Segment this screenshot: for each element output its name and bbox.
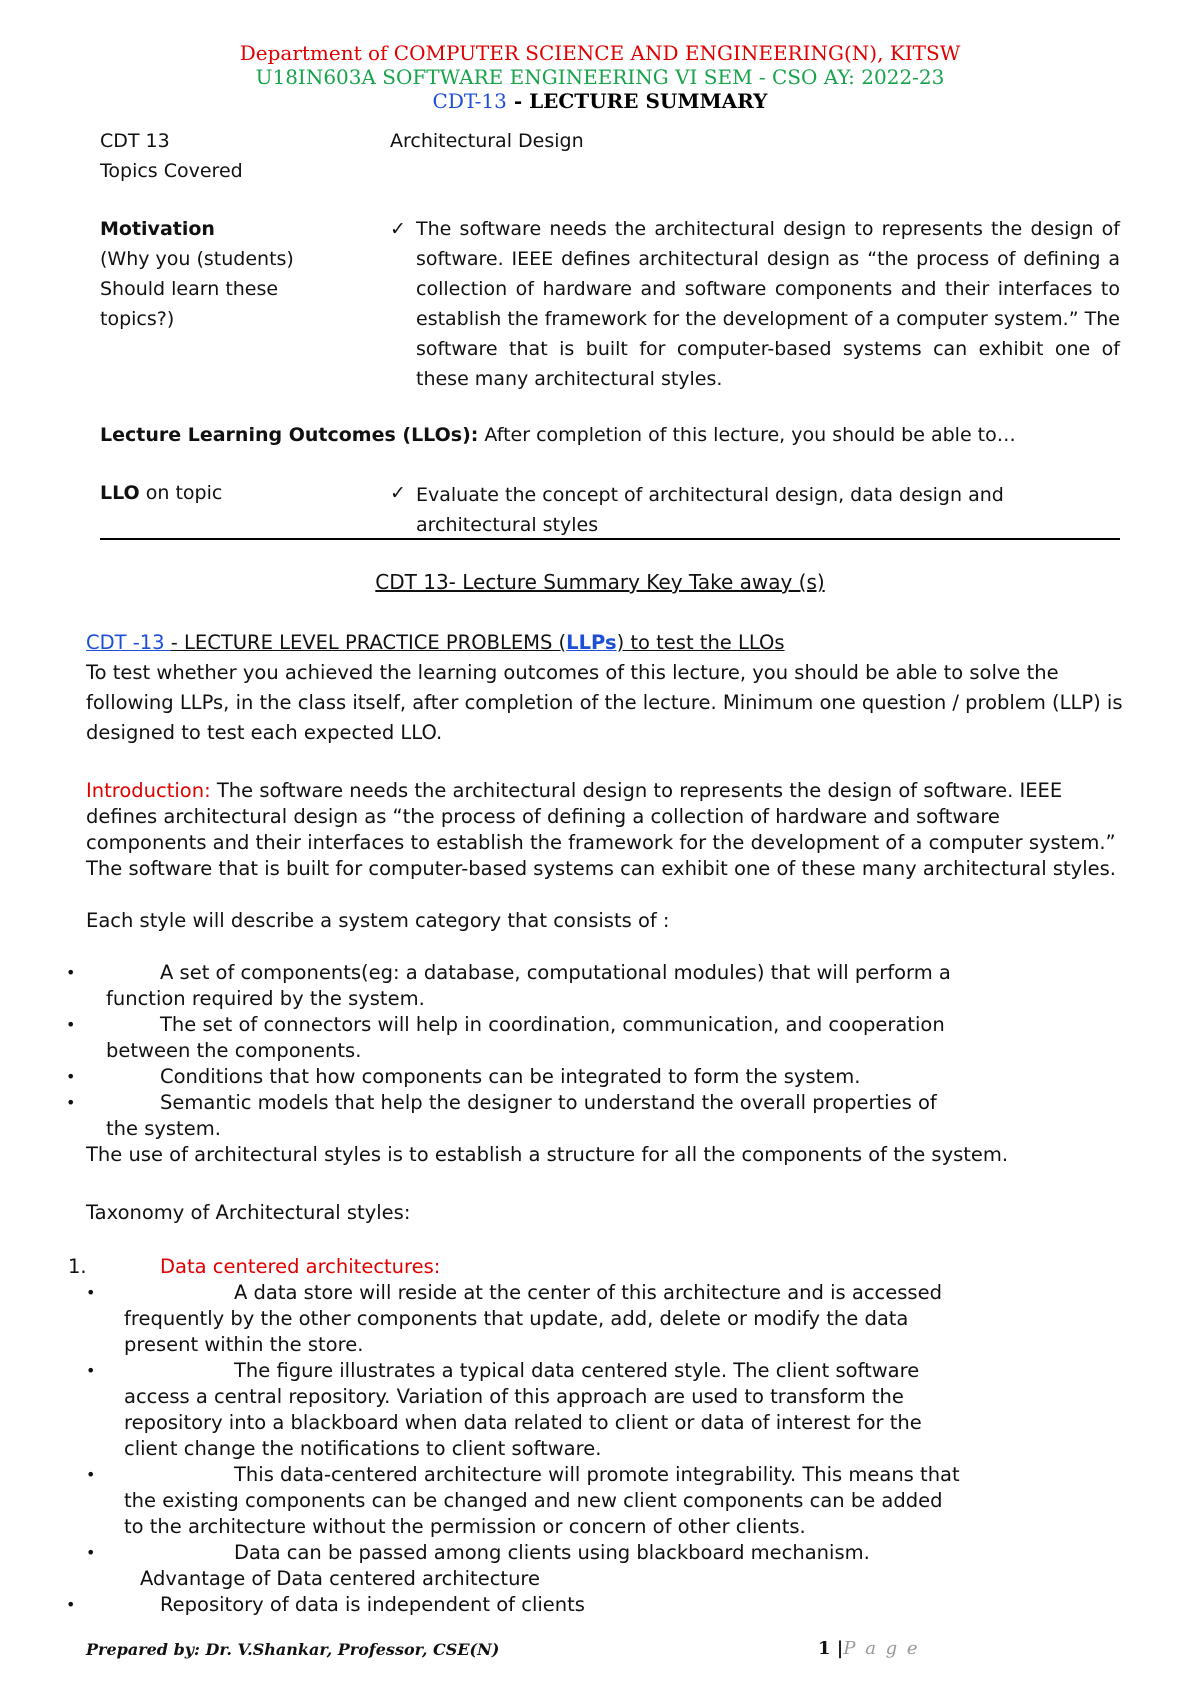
- each-style-text: Each style will describe a system category that consists of :: [86, 909, 670, 932]
- prepared-by: Prepared by: Dr. V.Shankar, Professor, CSE(N): [86, 1640, 500, 1659]
- llp-text: To test whether you achieved the learning outcomes of this lecture, you should be able to solve the following LLPs, in the class itself, after completion of the lecture. Minimum one question / problem (LLP) is designed to test each expected LLO.: [86, 661, 1123, 744]
- llp-llps: LLPs: [566, 631, 617, 654]
- llo-intro: After completion of this lecture, you should be able to…: [478, 424, 1016, 446]
- cdt-code: CDT-13: [432, 89, 507, 113]
- llo-label: [100, 478, 370, 508]
- topics-label: Topics Covered: [100, 160, 243, 182]
- bullet1-0-first: A set of components(eg: a database, computational modules) that will perform a: [160, 961, 951, 984]
- page-sep: |: [830, 1638, 844, 1659]
- page-num: 1: [818, 1638, 831, 1659]
- dc-bullet-3-first: Data can be passed among clients using blackboard mechanism.: [234, 1541, 870, 1564]
- dc-bullet-1-line: repository into a blackboard when data related to client or data of interest for the: [124, 1411, 922, 1434]
- advantage-heading: Advantage of Data centered architecture: [140, 1567, 541, 1590]
- course-heading: U18IN603A SOFTWARE ENGINEERING VI SEM - CSO AY: 2022-23: [255, 65, 945, 89]
- llp-tail: ) to test the LLOs: [616, 631, 785, 654]
- dc-bullet-2-line: to the architecture without the permission or concern of other clients.: [124, 1515, 806, 1538]
- dc-bullet-1-first: The figure illustrates a typical data centered style. The client software: [234, 1359, 920, 1382]
- motivation-label: Motivation: [100, 218, 215, 240]
- llo-text: Evaluate the concept of architectural design, data design and architectural styles: [416, 484, 1004, 536]
- page-number: [818, 1638, 920, 1659]
- bullet1-3-rest: the system.: [106, 1117, 221, 1140]
- key-takeaway-text: CDT 13- Lecture Summary Key Take away (s): [375, 570, 825, 594]
- key-takeaway-title: [0, 570, 1200, 594]
- llo-label-rest: on topic: [139, 482, 223, 504]
- check-icon: ✓: [390, 218, 406, 240]
- summary-suffix: - LECTURE SUMMARY: [506, 89, 768, 113]
- taxonomy-text: Taxonomy of Architectural styles:: [86, 1201, 411, 1224]
- llp-code: CDT -13: [86, 631, 171, 654]
- dc-bullet-0-line: frequently by the other components that update, add, delete or modify the data: [124, 1307, 909, 1330]
- bullet1-2-first: Conditions that how components can be integrated to form the system.: [160, 1065, 861, 1088]
- use-styles-text: The use of architectural styles is to establish a structure for all the components of the system.: [86, 1143, 1009, 1166]
- check-icon: ✓: [390, 482, 406, 504]
- dc-bullet-2-line: the existing components can be changed and new client components can be added: [124, 1489, 943, 1512]
- advantage-bullet: Repository of data is independent of clients: [160, 1593, 585, 1616]
- llp-dash: - LECTURE LEVEL PRACTICE PROBLEMS (: [170, 631, 567, 654]
- data-centered-title: Data centered architectures:: [160, 1255, 441, 1278]
- intro-text: The software needs the architectural design to represents the design of software. IEEE defines architectural design as “the process of defining a collection of hardware and software components and their interfaces to establish the framework for the development of a computer system.” The software that is built for computer-based systems can exhibit one of these many architectural styles.: [86, 779, 1116, 880]
- dc-bullet-0-first: A data store will reside at the center of this architecture and is accessed: [234, 1281, 942, 1304]
- cdt-label: CDT 13: [100, 130, 170, 152]
- topic-value: Architectural Design: [390, 130, 584, 152]
- motivation-q3: topics?): [100, 308, 175, 330]
- bullet1-1-first: The set of connectors will help in coordination, communication, and cooperation: [160, 1013, 945, 1036]
- llo-label-bold: LLO: [100, 482, 140, 504]
- dc-bullet-0-line: present within the store.: [124, 1333, 364, 1356]
- motivation-q2: Should learn these: [100, 278, 279, 300]
- summary-heading: [0, 88, 1200, 114]
- llp-heading: [86, 628, 1146, 658]
- section-number: 1.: [68, 1255, 87, 1278]
- intro-label: Introduction:: [86, 779, 211, 802]
- llo-heading: [100, 420, 1120, 450]
- dc-bullet-2-first: This data-centered architecture will promote integrability. This means that: [234, 1463, 960, 1486]
- divider: [100, 538, 1120, 540]
- page-word: P a g e: [843, 1638, 920, 1659]
- dc-bullet-1-line: client change the notifications to client software.: [124, 1437, 602, 1460]
- department-heading: Department of COMPUTER SCIENCE AND ENGINEERING(N), KITSW: [239, 41, 961, 65]
- bullet1-0-rest: function required by the system.: [106, 987, 425, 1010]
- motivation-q1: (Why you (students): [100, 248, 294, 270]
- dc-bullet-1-line: access a central repository. Variation of this approach are used to transform the: [124, 1385, 904, 1408]
- intro-paragraph: [86, 778, 1126, 882]
- llo-heading-bold: Lecture Learning Outcomes (LLOs):: [100, 424, 479, 446]
- motivation-text: The software needs the architectural design to represents the design of software. IEEE defines architectural design as “the process of defining a collection of hardware and software components and their interfaces to establish the framework for the development of a computer system.” The software that is built for computer-based systems can exhibit one of these many architectural styles.: [416, 218, 1120, 390]
- bullet1-3-first: Semantic models that help the designer to understand the overall properties of: [160, 1091, 937, 1114]
- bullet1-1-rest: between the components.: [106, 1039, 362, 1062]
